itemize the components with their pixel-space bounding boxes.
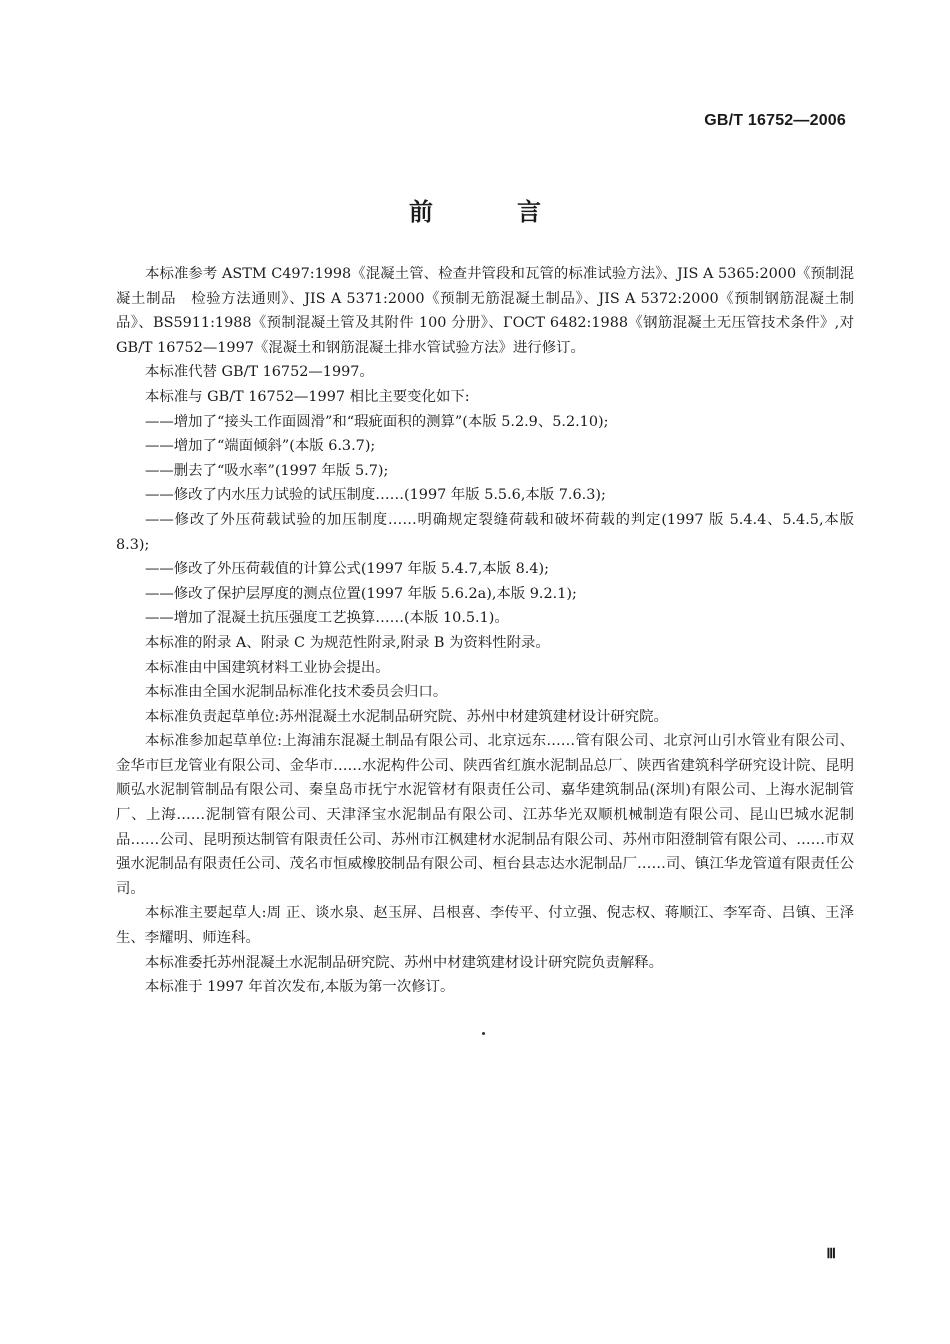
standard-code: GB/T 16752—2006 <box>704 112 846 129</box>
reference-paragraph: 本标准参考 ASTM C497:1998《混凝土管、检查井管段和瓦管的标准试验方法》、JIS A 5365:2000《预制混凝土制品 检验方法通则》、JIS A 5371:2000《预制无筋混凝土制品》、JIS A 5372:2000《预制钢筋混凝土制品》、BS5911:1988《预制混凝土管及其附件 100 分册》、ГОСТ 6482:1988《钢筋混凝土无压管技术条件》,对 GB/T 16752—1997《混凝土和钢筋混凝土排水管试验方法》进行修订。 <box>116 266 854 356</box>
replaces-paragraph: 本标准代替 GB/T 16752—1997。 <box>145 364 374 381</box>
change-item: ——修改了外压荷载值的计算公式(1997 年版 5.4.7,本版 8.4); <box>145 561 549 578</box>
change-item: ——修改了内水压力试验的试压制度……(1997 年版 5.5.6,本版 7.6.3); <box>145 487 606 504</box>
lead-drafter-paragraph: 本标准负责起草单位:苏州混凝土水泥制品研究院、苏州中材建筑建材设计研究院。 <box>145 708 668 725</box>
change-item: ——修改了保护层厚度的测点位置(1997 年版 5.6.2a),本版 9.2.1); <box>145 585 577 602</box>
change-item: ——增加了“端面倾斜”(本版 6.3.7); <box>145 438 376 455</box>
page-title: 前 言 <box>409 198 571 226</box>
change-item: ——增加了混凝土抗压强度工艺换算……(本版 10.5.1)。 <box>145 610 509 627</box>
page-number: Ⅲ <box>826 1247 836 1262</box>
participating-drafters-paragraph: 本标准参加起草单位:上海浦东混凝土制品有限公司、北京远东……管有限公司、北京河山引水管业有限公司、金华市巨龙管业有限公司、金华市……水泥构件公司、陕西省红旗水泥制品总厂、陕西省建筑科学研究设计院、昆明顺弘水泥制管制品有限公司、秦皇岛市抚宁水泥管材有限责任公司、嘉华建筑制品(深圳)有限公司、上海水泥制管厂、上海……泥制管有限公司、天津泽宝水泥制品有限公司、江苏华光双顺机械制造有限公司、昆山巴城水泥制品……公司、昆明预达制管有限责任公司、苏州市江枫建材水泥制品有限公司、苏州市阳澄制管有限公司、……市双强水泥制品有限责任公司、茂名市恒威橡胶制品有限公司、桓台县志达水泥制品厂……司、镇江华龙管道有限责任公司。 <box>116 733 854 897</box>
changes-intro: 本标准与 GB/T 16752—1997 相比主要变化如下: <box>145 388 470 405</box>
interpretation-paragraph: 本标准委托苏州混凝土水泥制品研究院、苏州中材建筑建材设计研究院负责解释。 <box>145 954 664 971</box>
main-drafters-paragraph: 本标准主要起草人:周 正、谈水泉、赵玉屏、吕根喜、李传平、付立强、倪志权、蒋顺江、李军奇、吕镇、王泽生、李耀明、师连科。 <box>116 905 854 947</box>
change-item: ——增加了“接头工作面圆滑”和“瑕疵面积的测算”(本版 5.2.9、5.2.10); <box>145 413 609 430</box>
document-body <box>116 262 854 1000</box>
change-item: ——修改了外压荷载试验的加压制度……明确规定裂缝荷载和破坏荷载的判定(1997 版 5.4.4、5.4.5,本版 8.3); <box>116 511 854 553</box>
proposer-paragraph: 本标准由中国建筑材料工业协会提出。 <box>145 659 390 676</box>
publication-paragraph: 本标准于 1997 年首次发布,本版为第一次修订。 <box>145 979 455 996</box>
scan-speck <box>482 1032 485 1035</box>
change-item: ——删去了“吸水率”(1997 年版 5.7); <box>145 462 389 479</box>
committee-paragraph: 本标准由全国水泥制品标准化技术委员会归口。 <box>145 684 448 701</box>
appendix-paragraph: 本标准的附录 A、附录 C 为规范性附录,附录 B 为资料性附录。 <box>145 634 550 651</box>
